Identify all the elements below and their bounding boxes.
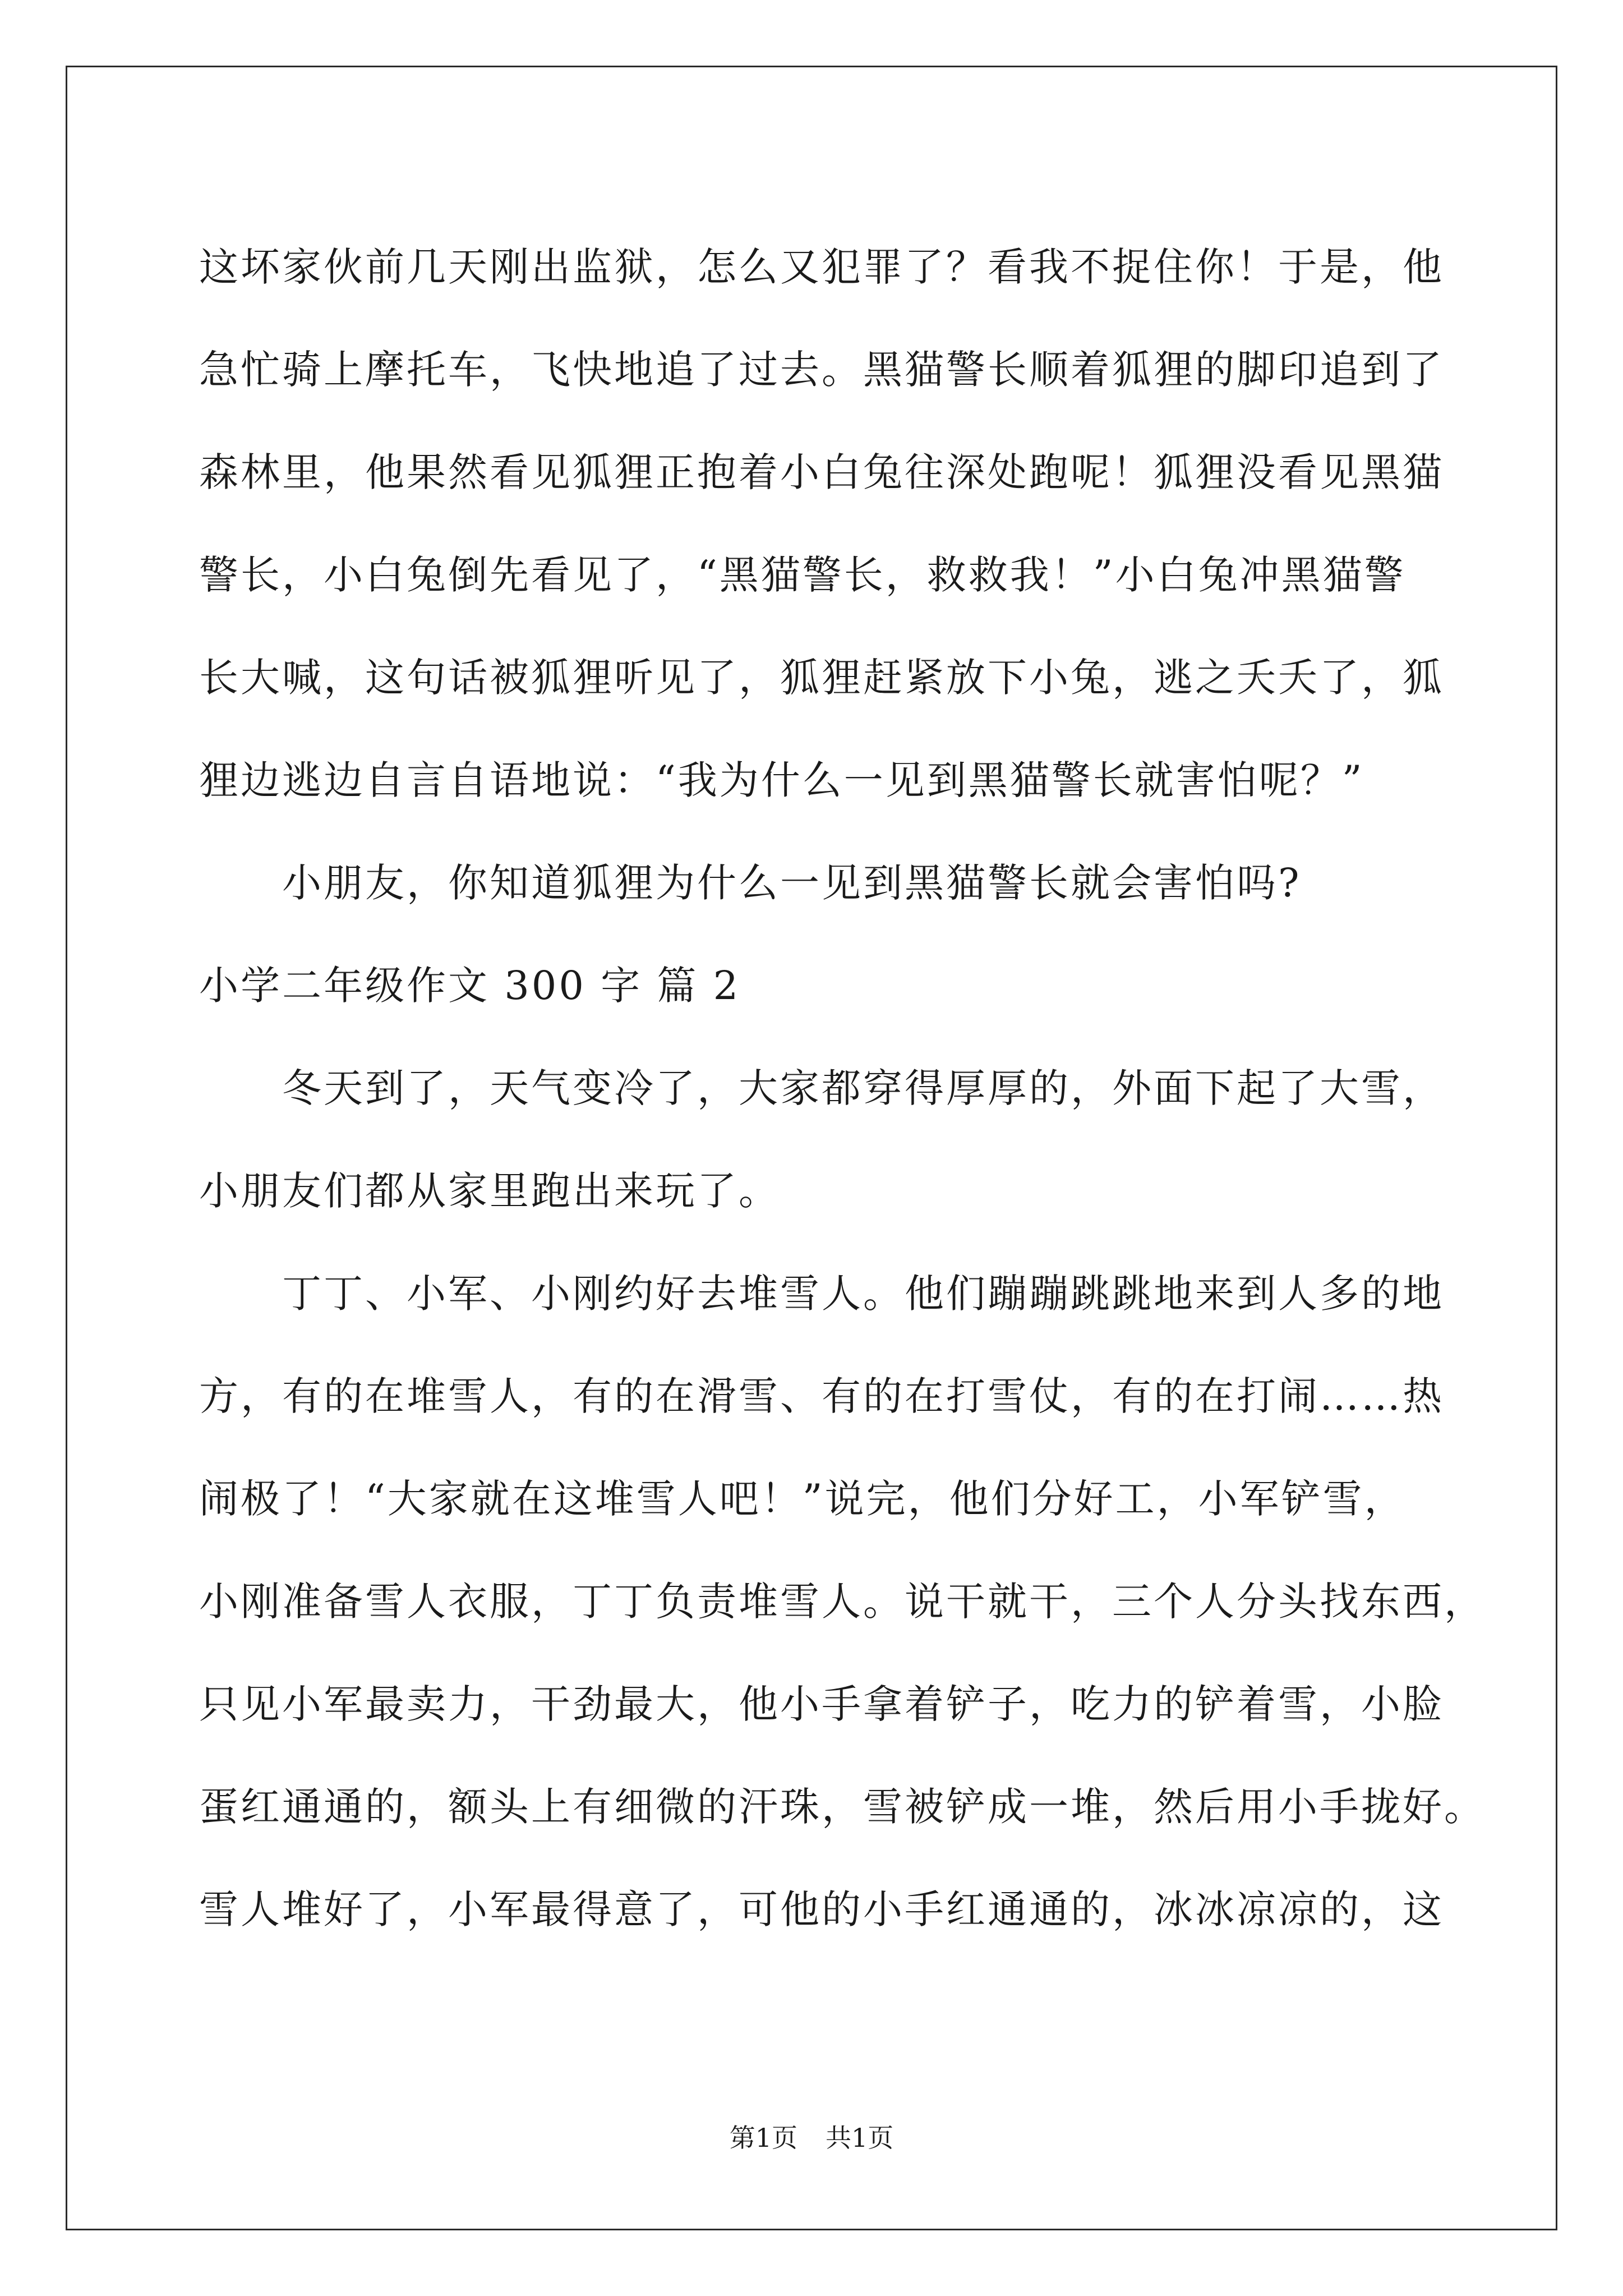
- paragraph-question: 小朋友，你知道狐狸为什么一见到黑猫警长就会害怕吗?: [282, 860, 1302, 906]
- text-line: 蛋红通通的，额头上有细微的汗珠，雪被铲成一堆，然后用小手拢好。: [199, 1784, 1486, 1830]
- section-heading: 小学二年级作文 300 字 篇 2: [199, 963, 741, 1009]
- text-line: 森林里，他果然看见狐狸正抱着小白兔往深处跑呢！狐狸没看见黑猫: [199, 449, 1444, 495]
- text-line: 雪人堆好了，小军最得意了，可他的小手红通通的，冰冰凉凉的，这: [199, 1887, 1444, 1932]
- text-line: 冬天到了，天气变冷了，大家都穿得厚厚的，外面下起了大雪，: [282, 1065, 1444, 1111]
- text-line: 警长，小白兔倒先看见了，“黑猫警长，救救我！”小白兔冲黑猫警: [199, 552, 1406, 598]
- text-line: 长大喊，这句话被狐狸听见了，狐狸赶紧放下小兔，逃之夭夭了，狐: [199, 655, 1444, 701]
- text-line: 小刚准备雪人衣服，丁丁负责堆雪人。说干就干，三个人分头找东西，: [199, 1579, 1486, 1625]
- text-line: 小朋友们都从家里跑出来玩了。: [199, 1168, 780, 1214]
- text-line: 急忙骑上摩托车，飞快地追了过去。黑猫警长顺着狐狸的脚印追到了: [199, 347, 1444, 393]
- text-line: 丁丁、小军、小刚约好去堆雪人。他们蹦蹦跳跳地来到人多的地: [282, 1271, 1444, 1317]
- page-number: 第1页: [729, 2123, 797, 2153]
- text-line: 闹极了！“大家就在这堆雪人吧！”说完，他们分好工，小军铲雪，: [199, 1476, 1406, 1522]
- text-line: 狸边逃边自言自语地说：“我为什么一见到黑猫警长就害怕呢？”: [199, 757, 1364, 803]
- text-line: 这坏家伙前几天刚出监狱，怎么又犯罪了？看我不捉住你！于是，他: [199, 244, 1444, 290]
- page-total: 共1页: [826, 2123, 894, 2153]
- text-line: 只见小军最卖力，干劲最大，他小手拿着铲子，吃力的铲着雪，小脸: [199, 1681, 1444, 1727]
- text-line: 方，有的在堆雪人，有的在滑雪、有的在打雪仗，有的在打闹……热: [199, 1373, 1444, 1419]
- document-body: [199, 216, 1486, 1961]
- page-footer: [0, 2118, 1623, 2155]
